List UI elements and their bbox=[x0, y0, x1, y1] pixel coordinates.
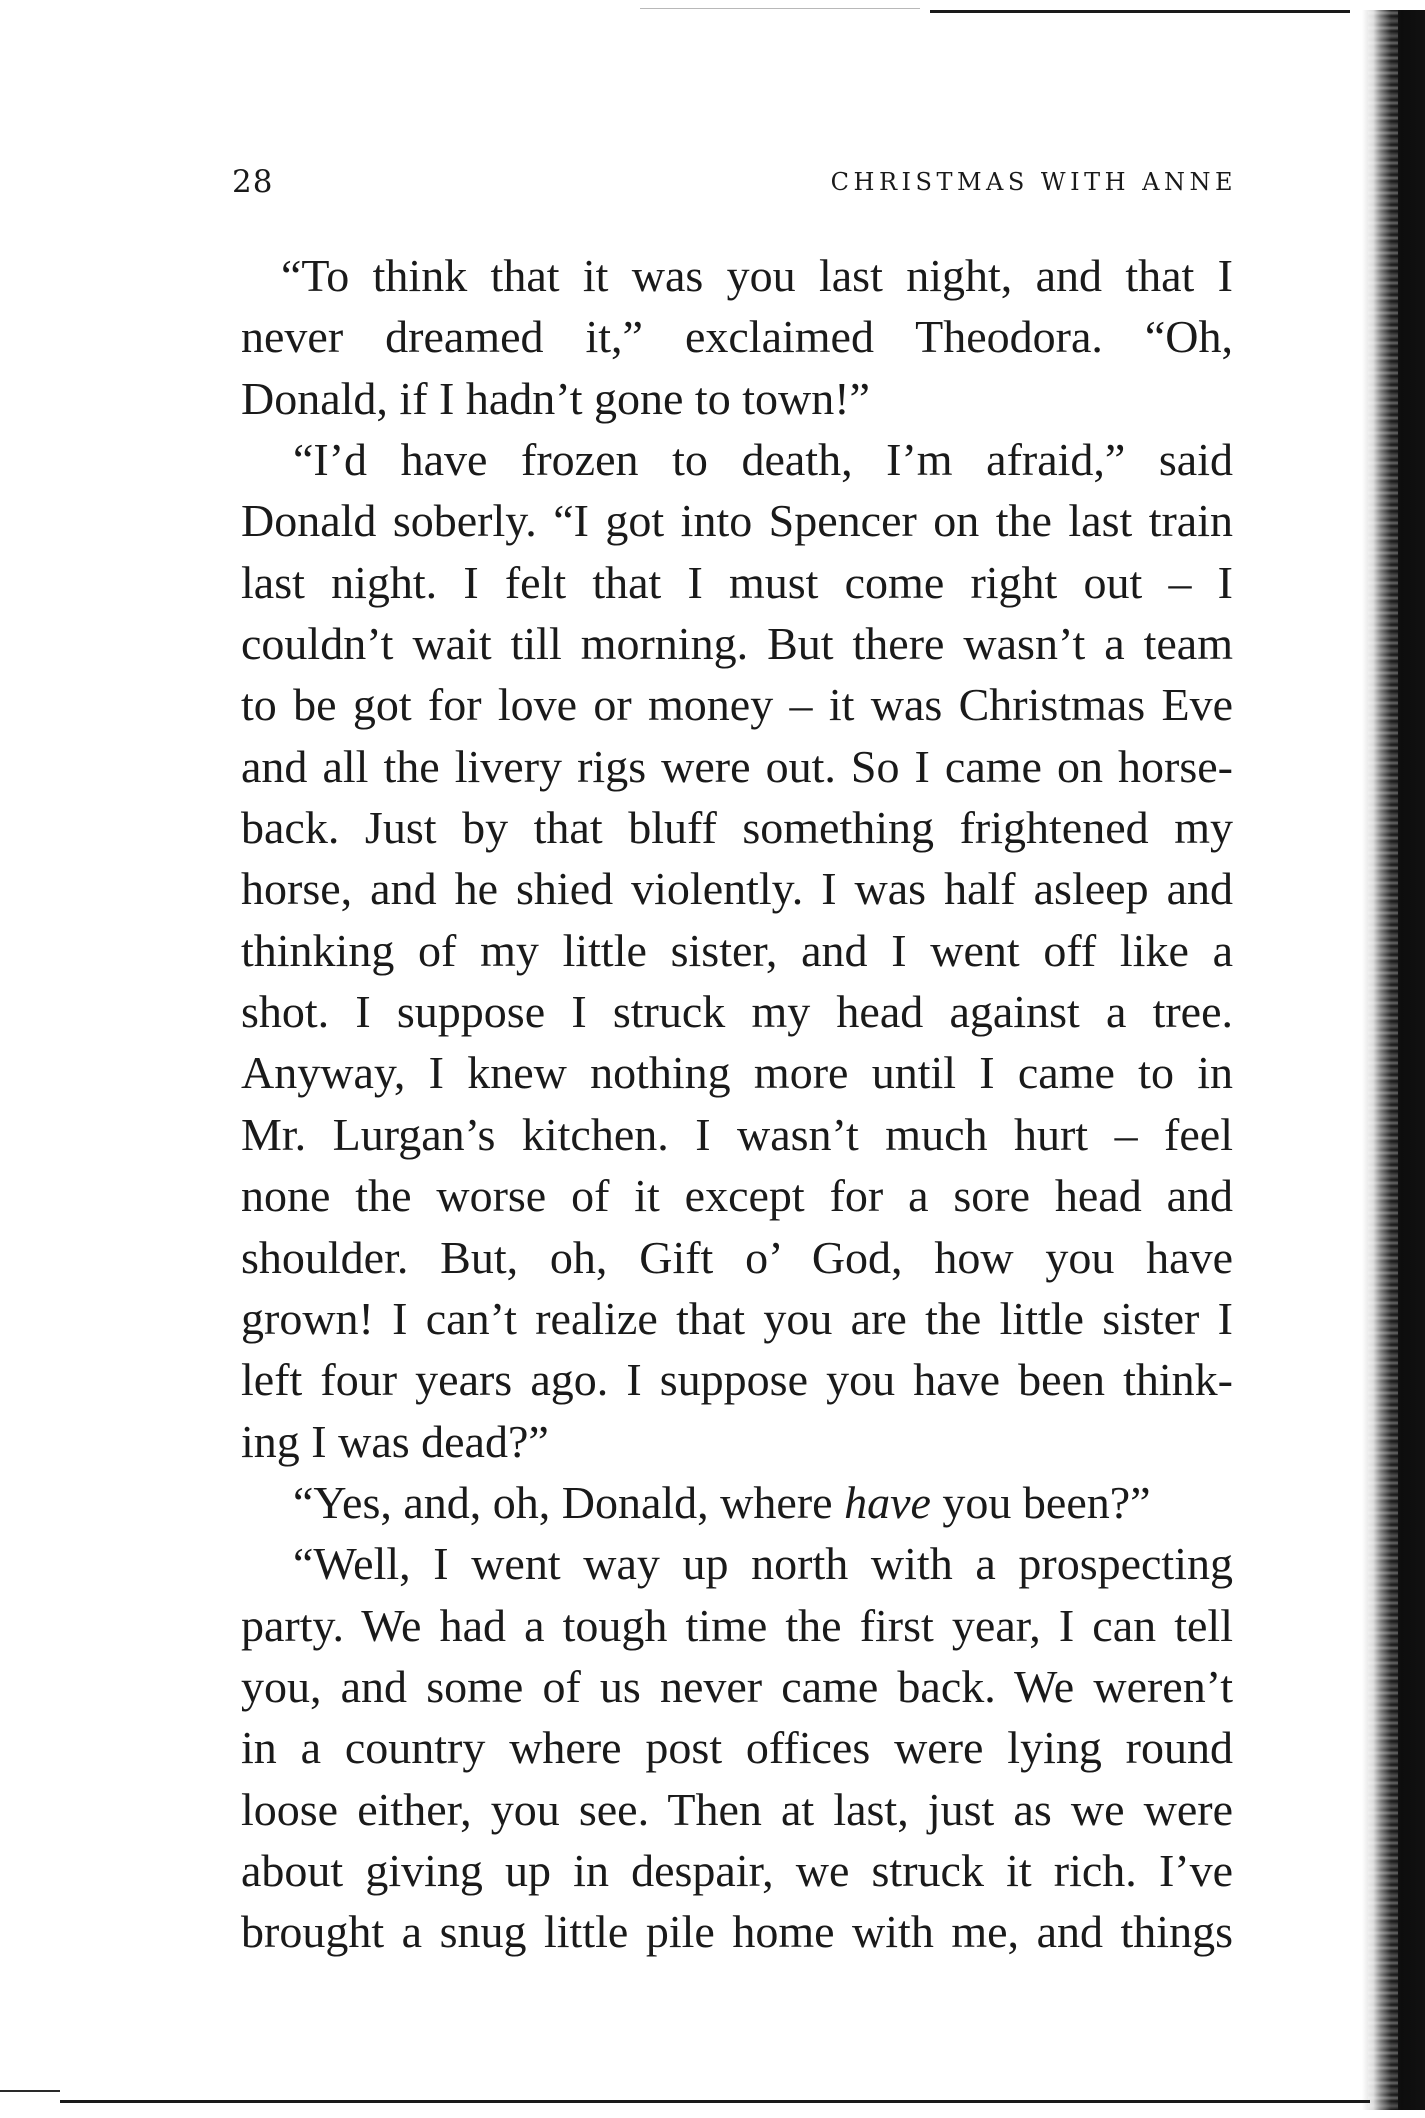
text-line: grown! I can’t realize that you are the little sister I bbox=[241, 1292, 1233, 1344]
text-line: about giving up in despair, we struck it rich. I’ve bbox=[241, 1844, 1233, 1896]
text-line: shot. I suppose I struck my head against a tree. bbox=[241, 986, 1233, 1038]
text-line-question bbox=[241, 1472, 1233, 1533]
scan-bottom-rule bbox=[60, 2100, 1370, 2103]
text-line: ing I was dead?” bbox=[241, 1415, 549, 1467]
text-line: none the worse of it except for a sore head and bbox=[241, 1170, 1233, 1222]
text-line: left four years ago. I suppose you have been think- bbox=[241, 1354, 1233, 1406]
text-line: last night. I felt that I must come right out – I bbox=[241, 556, 1233, 608]
question-emphasis: have bbox=[844, 1476, 931, 1528]
text-line: Anyway, I knew nothing more until I came to in bbox=[241, 1047, 1233, 1099]
running-head bbox=[232, 164, 1237, 208]
text-line: thinking of my little sister, and I went off like a bbox=[241, 924, 1233, 976]
text-line: and all the livery rigs were out. So I came on horse- bbox=[241, 740, 1233, 792]
scan-top-rule-faint bbox=[640, 8, 920, 9]
text-line: couldn’t wait till morning. But there wasn’t a team bbox=[241, 618, 1233, 670]
body-text bbox=[241, 245, 1233, 1963]
text-line: Donald, if I hadn’t gone to town!” bbox=[241, 372, 870, 424]
text-line: shoulder. But, oh, Gift o’ God, how you have bbox=[241, 1231, 1233, 1283]
text-line: Donald soberly. “I got into Spencer on the last train bbox=[241, 495, 1233, 547]
text-line: Mr. Lurgan’s kitchen. I wasn’t much hurt – feel bbox=[241, 1108, 1233, 1160]
text-line: “Well, I went way up north with a prospecting bbox=[293, 1538, 1233, 1590]
text-line: in a country where post offices were lying round bbox=[241, 1722, 1233, 1774]
scan-bottom-rule-left bbox=[0, 2090, 60, 2092]
text-line: loose either, you see. Then at last, just as we were bbox=[241, 1783, 1233, 1835]
text-line: “I’d have frozen to death, I’m afraid,” said bbox=[293, 434, 1233, 486]
page-number: 28 bbox=[232, 164, 274, 200]
question-before: “Yes, and, oh, Donald, where bbox=[293, 1476, 845, 1528]
book-title: CHRISTMAS WITH ANNE bbox=[830, 168, 1237, 196]
text-line: brought a snug little pile home with me, and things bbox=[241, 1906, 1233, 1958]
text-line: horse, and he shied violently. I was half asleep and bbox=[241, 863, 1233, 915]
text-line: to be got for love or money – it was Christmas Eve bbox=[241, 679, 1233, 731]
question-after: you been?” bbox=[930, 1476, 1151, 1528]
scan-page-edge-texture bbox=[1368, 10, 1398, 2110]
text-line: party. We had a tough time the first year, I can tell bbox=[241, 1599, 1233, 1651]
text-line: “To think that it was you last night, and that I bbox=[281, 250, 1233, 301]
text-line: back. Just by that bluff something frightened my bbox=[241, 802, 1233, 854]
text-line: never dreamed it,” exclaimed Theodora. “Oh, bbox=[241, 311, 1233, 363]
text-line: you, and some of us never came back. We weren’t bbox=[241, 1660, 1233, 1712]
scan-top-rule bbox=[930, 10, 1350, 13]
